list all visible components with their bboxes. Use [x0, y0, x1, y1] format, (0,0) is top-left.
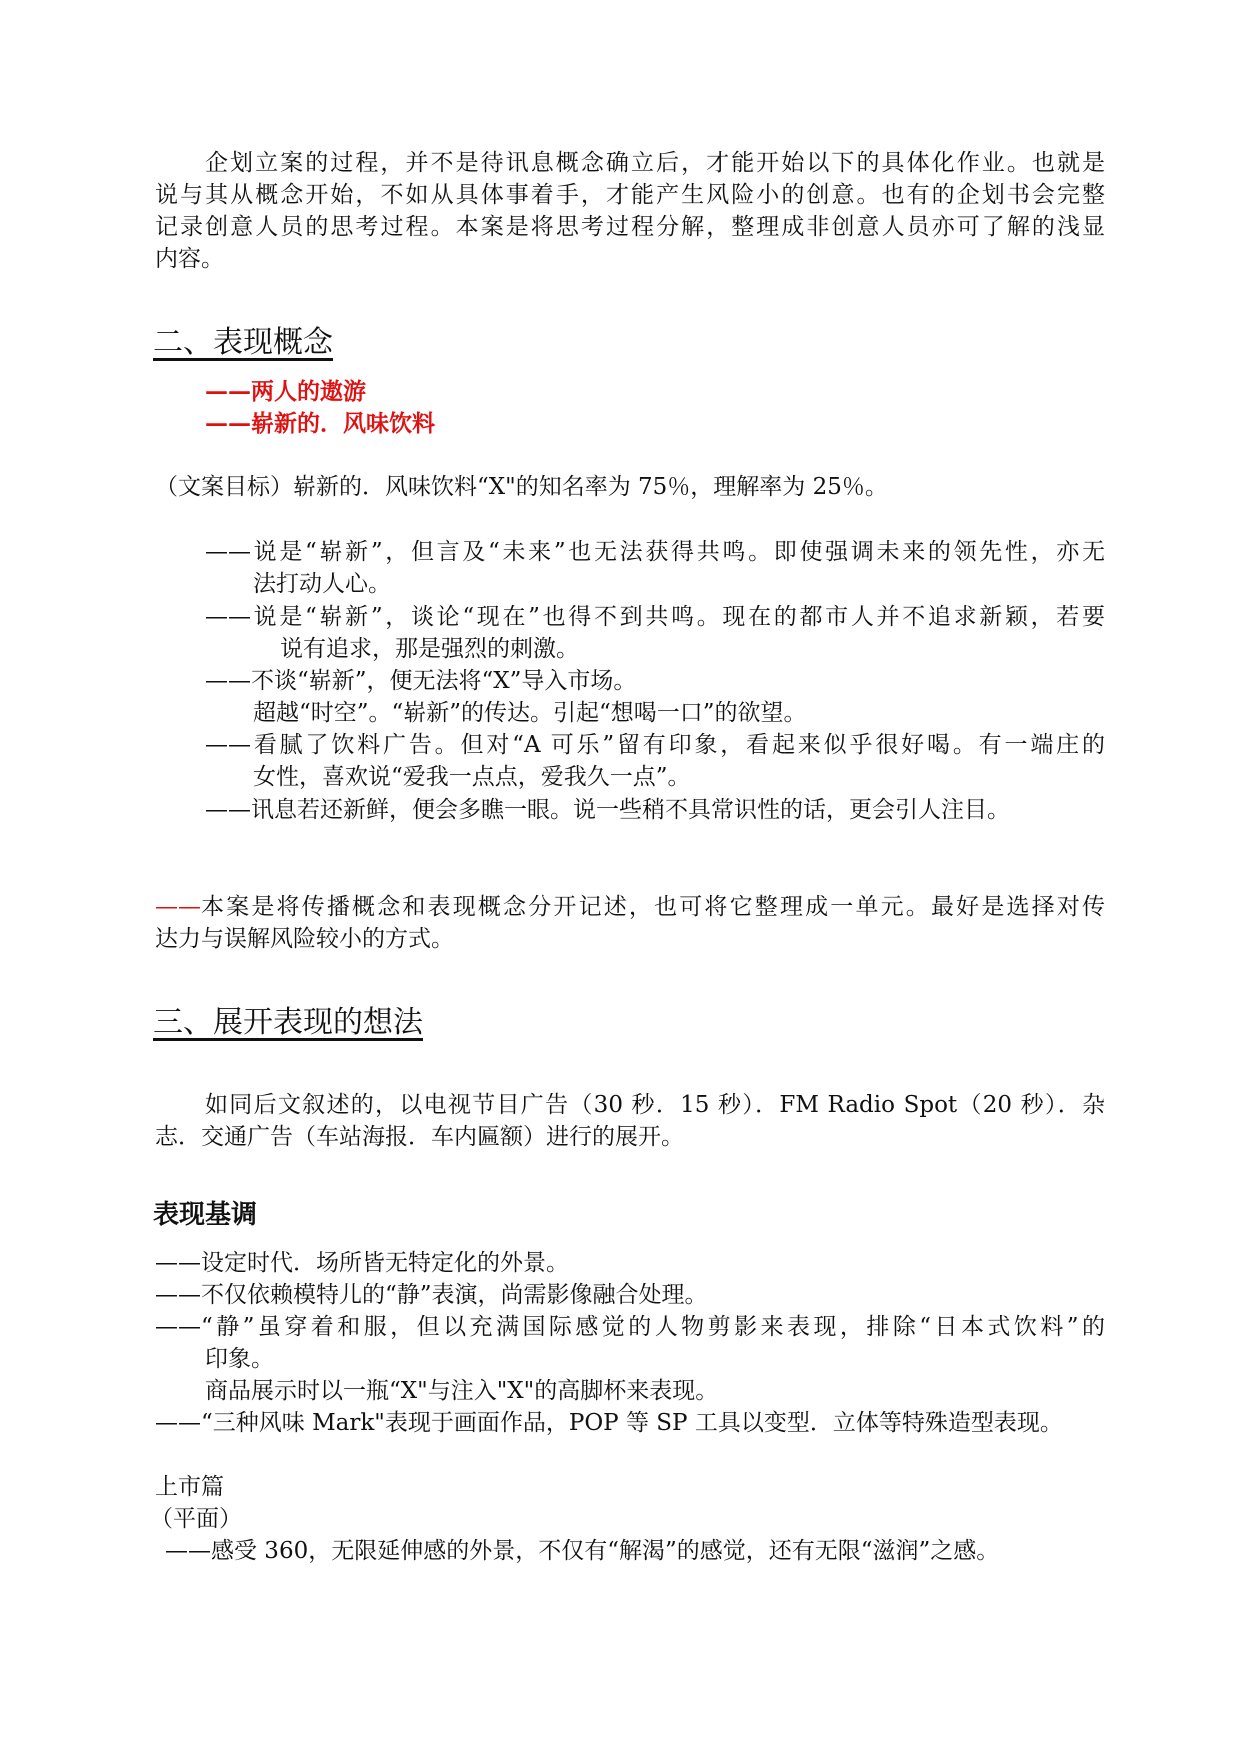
development-line-1: 如同后文叙述的，以电视节目广告（30 秒．15 秒）．FM Radio Spot（20 秒）．杂: [205, 1092, 1105, 1118]
tone-line-6: ——“三种风味 Mark"表现于画面作品，POP 等 SP 工具以变型．立体等特殊造型表现。: [155, 1410, 1063, 1436]
point-2-line-1: ——说是“崭新”，谈论“现在”也得不到共鸣。现在的都市人并不追求新颖，若要: [205, 604, 1105, 630]
note-line-2: 达力与误解风险较小的方式。: [155, 926, 454, 952]
intro-line-3: 记录创意人员的思考过程。本案是将思考过程分解，整理成非创意人员亦可了解的浅显: [155, 214, 1105, 240]
copy-goal: （文案目标）崭新的．风味饮料“X"的知名率为 75％，理解率为 25％。: [155, 474, 888, 500]
note-line-1: [155, 892, 1105, 922]
point-4-line-2: 女性，喜欢说“爱我一点点，爱我久一点”。: [253, 764, 691, 790]
intro-line-4: 内容。: [155, 246, 224, 272]
concept-red-line-2: ——崭新的．风味饮料: [205, 410, 435, 437]
point-5-line-1: ——讯息若还新鲜，便会多瞧一眼。说一些稍不具常识性的话，更会引人注目。: [205, 797, 1010, 823]
point-2-line-2: 说有追求，那是强烈的刺激。: [280, 636, 579, 662]
launch-line: ——感受 360，无限延伸感的外景，不仅有“解渴”的感觉，还有无限“滋润”之感。: [165, 1538, 1000, 1564]
launch-subtitle: （平面）: [150, 1506, 242, 1532]
note-text-1: 本案是将传播概念和表现概念分开记述，也可将它整理成一单元。最好是选择对传: [201, 894, 1105, 920]
section-heading-expression-concept: 二、表现概念: [153, 325, 333, 360]
note-red-dash: ——: [155, 894, 201, 920]
tone-heading: 表现基调: [153, 1200, 258, 1230]
tone-line-5: 商品展示时以一瓶“X"与注入"X"的高脚杯来表现。: [205, 1378, 719, 1404]
tone-line-1: ——设定时代．场所皆无特定化的外景。: [155, 1250, 569, 1276]
point-3-line-1: ——不谈“崭新”，便无法将“X”导入市场。: [205, 668, 637, 694]
point-4-line-1: ——看腻了饮料广告。但对“A 可乐”留有印象，看起来似乎很好喝。有一端庄的: [205, 732, 1105, 758]
point-1-line-2: 法打动人心。: [253, 571, 391, 597]
tone-line-4: 印象。: [205, 1346, 274, 1372]
section-heading-development: 三、展开表现的想法: [153, 1005, 423, 1040]
launch-title: 上市篇: [155, 1474, 224, 1500]
tone-line-2: ——不仅依赖模特儿的“静”表演，尚需影像融合处理。: [155, 1282, 708, 1308]
tone-line-3: ——“静”虽穿着和服，但以充满国际感觉的人物剪影来表现，排除“日本式饮料”的: [155, 1314, 1105, 1340]
intro-line-2: 说与其从概念开始，不如从具体事着手，才能产生风险小的创意。也有的企划书会完整: [155, 182, 1105, 208]
concept-red-line-1: ——两人的遨游: [205, 378, 366, 405]
point-3-line-2: 超越“时空”。“崭新”的传达。引起“想喝一口”的欲望。: [253, 700, 807, 726]
intro-line-1: 企划立案的过程，并不是待讯息概念确立后，才能开始以下的具体化作业。也就是: [205, 150, 1105, 176]
development-line-2: 志．交通广告（车站海报．车内匾额）进行的展开。: [155, 1124, 684, 1150]
point-1-line-1: ——说是“崭新”，但言及“未来”也无法获得共鸣。即使强调未来的领先性，亦无: [205, 539, 1105, 565]
